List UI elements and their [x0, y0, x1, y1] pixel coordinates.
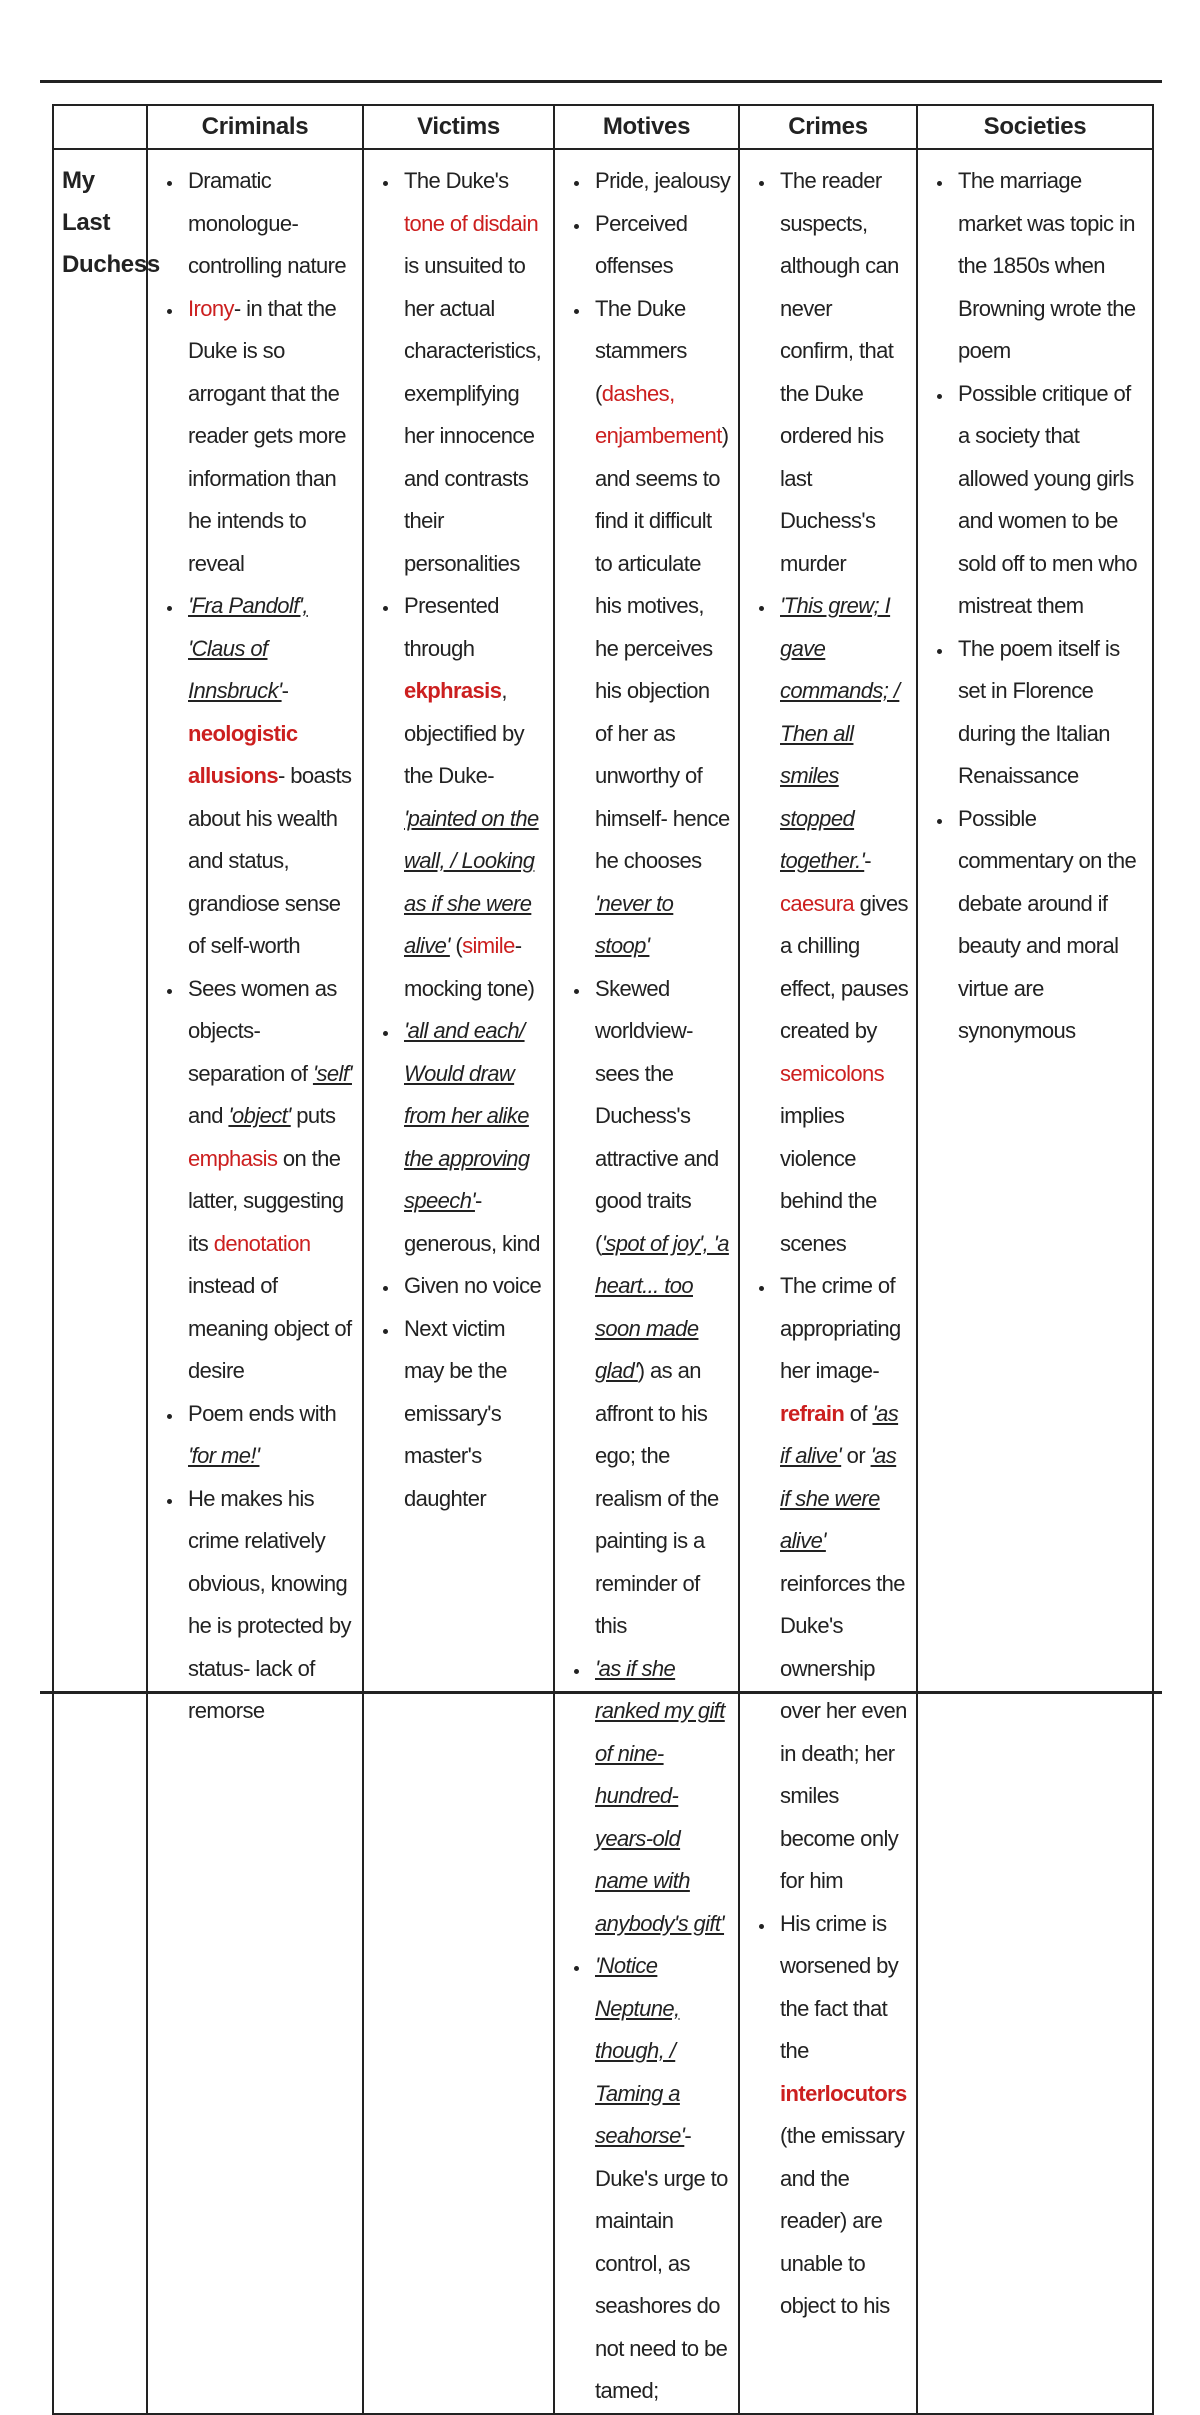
bullet-point [400, 585, 547, 1010]
row-label-cell [53, 149, 160, 2414]
victims-cell [363, 149, 554, 2414]
text-segment: - generous, kind [404, 1188, 540, 1256]
text-segment: and [188, 1103, 229, 1128]
header-societies: Societies [917, 105, 1153, 149]
highlighted-term: tone of disdain [404, 210, 539, 236]
bullet-point [184, 968, 356, 1393]
text-segment: The marriage market was topic in the 1850s when Browning wrote the poem [958, 168, 1136, 363]
text-segment: Pride, jealousy [595, 168, 731, 193]
text-segment: is unsuited to her actual characteristics, exemplifying her innocence and contrasts their personalities [404, 253, 542, 576]
bullet-point [954, 373, 1146, 628]
row-label: My Last Duchess [62, 167, 160, 278]
text-segment: - mocking tone) [404, 933, 535, 1001]
header-crimes: Crimes [739, 105, 917, 149]
text-segment: reinforces the Duke's ownership over her even in death; her smiles become only for him [780, 1570, 907, 1893]
text-segment: The crime of appropriating her image- [780, 1273, 901, 1383]
bottom-rule [40, 1691, 1162, 1694]
text-segment: on the latter, suggesting its [188, 1145, 344, 1256]
comparison-table [52, 104, 1154, 2415]
quotation: 'as if alive' [780, 1400, 899, 1468]
text-segment: implies violence behind the scenes [780, 1103, 877, 1256]
quotation: 'Notice Neptune, though, / Taming a seahorse' [595, 1953, 685, 2148]
quotation: 'spot of joy', 'a heart... too soon made glad' [595, 1230, 729, 1383]
quotation: 'object' [228, 1103, 291, 1128]
quotation: 'never to stoop' [595, 890, 674, 958]
bullet-point [776, 160, 910, 585]
quotation: 'This grew; I gave commands; / Then all smiles stopped together.' [780, 593, 900, 873]
header-motives: Motives [554, 105, 739, 149]
quotation: 'as if she ranked my gift of nine-hundred-years-old name with anybody's gift' [595, 1655, 725, 1936]
bullet-point [776, 1265, 910, 1903]
text-segment: - boasts about his wealth and status, grandiose sense of self-worth [188, 763, 352, 958]
bullet-point [184, 160, 356, 288]
highlighted-term: interlocutors [780, 2080, 907, 2106]
text-segment: Given no voice [404, 1273, 542, 1298]
bullet-point [184, 288, 356, 586]
highlighted-term: refrain [780, 1400, 845, 1426]
highlighted-term: dashes, enjambement [595, 380, 722, 448]
bullet-point [184, 1393, 356, 1478]
bullet-point [400, 1265, 547, 1308]
highlighted-term: simile [462, 933, 515, 958]
highlighted-term: emphasis [188, 1145, 278, 1171]
bullet-point [400, 160, 547, 585]
text-segment: Possible commentary on the debate around if beauty and moral virtue are synonymous [958, 805, 1137, 1043]
victims-list [372, 160, 547, 1520]
text-segment: Next victim may be the emissary's master's daughter [404, 1315, 507, 1511]
text-segment: - [864, 848, 871, 873]
bullet-point [591, 160, 732, 203]
bullet-point [776, 585, 910, 1265]
bullet-point [400, 1010, 547, 1265]
crimes-list [748, 160, 910, 2328]
text-segment: instead of meaning object of desire [188, 1273, 352, 1383]
highlighted-term: neologistic allusions [188, 720, 298, 788]
text-segment: The Duke's [404, 168, 509, 193]
text-segment: ( [449, 933, 463, 958]
highlighted-term: Irony [188, 295, 234, 321]
quotation: 'painted on the wall, / Looking as if she were alive' [404, 805, 539, 958]
societies-cell [917, 149, 1153, 2414]
text-segment: (the emissary and the reader) are unable to object to his [780, 2123, 905, 2318]
text-segment: Poem ends with [188, 1400, 337, 1426]
quotation: 'for me!' [188, 1443, 260, 1468]
text-segment: or [841, 1443, 871, 1468]
bullet-point [591, 1945, 732, 2413]
text-segment: Skewed worldview- sees the Duchess's attractive and good traits ( [595, 975, 719, 1256]
bullet-point [400, 1308, 547, 1521]
text-segment: His crime is worsened by the fact that the [780, 1910, 899, 2063]
quotation: 'all and each/ Would draw from her alike the approving speech' [404, 1018, 530, 1213]
highlighted-term: caesura [780, 890, 855, 916]
quotation: 'Fra Pandolf', 'Claus of Innsbruck' [188, 593, 308, 703]
text-segment: puts [290, 1103, 336, 1128]
criminals-cell [147, 149, 363, 2414]
criminals-list [156, 160, 356, 1733]
text-segment: Perceived offenses [595, 210, 688, 278]
bullet-point [591, 288, 732, 968]
text-segment: Presented through [404, 593, 499, 661]
text-segment: - Duke's urge to maintain control, as seashores do not need to be tamed; [595, 2123, 728, 2403]
text-segment: - [281, 678, 289, 703]
text-segment: ) as an affront to his ego; the realism of the painting is a reminder of this [595, 1358, 719, 1638]
top-rule [40, 80, 1162, 83]
highlighted-term: denotation [213, 1230, 311, 1256]
header-criminals: Criminals [147, 105, 363, 149]
quotation: 'self' [312, 1060, 352, 1086]
header-row [53, 105, 1153, 149]
poem-row [53, 149, 1153, 2414]
motives-cell [554, 149, 739, 2414]
text-segment: The poem itself is set in Florence during the Italian Renaissance [958, 635, 1120, 788]
text-segment: ) and seems to find it difficult to articulate his motives, he perceives his objection of her as unworthy of himself- hence he chooses [595, 423, 730, 873]
bullet-point [184, 1478, 356, 1733]
bullet-point [954, 798, 1146, 1053]
crimes-cell [739, 149, 917, 2414]
highlighted-term: ekphrasis [404, 678, 502, 703]
bullet-point [591, 203, 732, 288]
societies-list [926, 160, 1146, 1053]
header-empty [53, 105, 147, 149]
text-segment: Dramatic monologue- controlling nature [188, 168, 346, 278]
bullet-point [184, 585, 356, 968]
bullet-point [776, 1903, 910, 2328]
text-segment: Possible critique of a society that allowed young girls and women to be sold off to men who mistreat them [958, 380, 1137, 618]
motives-list [563, 160, 732, 2413]
text-segment: , objectified by the Duke- [404, 678, 525, 788]
text-segment: - in that the Duke is so arrogant that the reader gets more information than he intends to reveal [188, 295, 346, 576]
text-segment: of [844, 1400, 873, 1426]
text-segment: The Duke stammers ( [595, 295, 687, 406]
text-segment: He makes his crime relatively obvious, knowing he is protected by status- lack of remorse [188, 1485, 351, 1723]
text-segment: gives a chilling effect, pauses created by [780, 890, 909, 1043]
highlighted-term: semicolons [780, 1060, 885, 1086]
bullet-point [954, 628, 1146, 798]
text-segment: The reader suspects, although can never confirm, that the Duke ordered his last Duchess's murder [780, 168, 899, 576]
bullet-point [591, 968, 732, 1648]
text-segment: Sees women as objects- separation of [188, 975, 337, 1086]
header-victims: Victims [363, 105, 554, 149]
bullet-point [954, 160, 1146, 373]
quotation: 'as if she were alive' [780, 1443, 897, 1553]
